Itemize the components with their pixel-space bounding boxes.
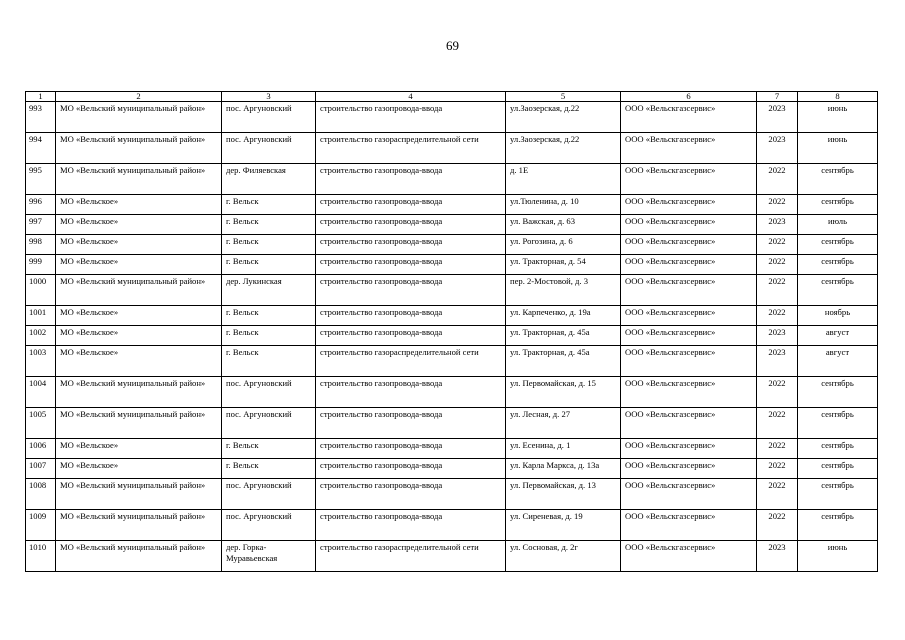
table-row <box>26 408 878 439</box>
settlement-cell: г. Вельск <box>222 346 316 377</box>
year-cell: 2022 <box>757 235 798 255</box>
contractor-cell: ООО «Вельскгазсервис» <box>621 306 757 326</box>
address-cell: д. 1Е <box>506 164 621 195</box>
year-cell: 2022 <box>757 306 798 326</box>
work-type-cell: строительство газопровода-ввода <box>316 215 506 235</box>
municipality-cell: МО «Вельское» <box>56 255 222 275</box>
work-type-cell: строительство газопровода-ввода <box>316 459 506 479</box>
row-number: 1007 <box>26 459 56 479</box>
table-row <box>26 195 878 215</box>
month-cell: сентябрь <box>798 377 878 408</box>
table-row <box>26 377 878 408</box>
settlement-cell: г. Вельск <box>222 195 316 215</box>
year-cell: 2022 <box>757 164 798 195</box>
year-cell: 2023 <box>757 215 798 235</box>
table-row <box>26 215 878 235</box>
row-number: 993 <box>26 102 56 133</box>
municipality-cell: МО «Вельский муниципальный район» <box>56 164 222 195</box>
address-cell: ул. Тракторная, д. 54 <box>506 255 621 275</box>
year-cell: 2022 <box>757 459 798 479</box>
work-type-cell: строительство газопровода-ввода <box>316 326 506 346</box>
settlement-cell: г. Вельск <box>222 326 316 346</box>
month-cell: июнь <box>798 102 878 133</box>
column-header: 7 <box>757 92 798 102</box>
month-cell: сентябрь <box>798 479 878 510</box>
work-type-cell: строительство газопровода-ввода <box>316 439 506 459</box>
municipality-cell: МО «Вельский муниципальный район» <box>56 275 222 306</box>
table-row <box>26 275 878 306</box>
work-type-cell: строительство газопровода-ввода <box>316 102 506 133</box>
contractor-cell: ООО «Вельскгазсервис» <box>621 255 757 275</box>
municipality-cell: МО «Вельское» <box>56 195 222 215</box>
table-row <box>26 235 878 255</box>
work-type-cell: строительство газопровода-ввода <box>316 164 506 195</box>
month-cell: июнь <box>798 541 878 572</box>
municipality-cell: МО «Вельский муниципальный район» <box>56 479 222 510</box>
work-type-cell: строительство газопровода-ввода <box>316 479 506 510</box>
month-cell: август <box>798 346 878 377</box>
settlement-cell: пос. Аргуновский <box>222 133 316 164</box>
year-cell: 2023 <box>757 326 798 346</box>
month-cell: сентябрь <box>798 255 878 275</box>
work-type-cell: строительство газопровода-ввода <box>316 510 506 541</box>
row-number: 1006 <box>26 439 56 459</box>
column-header: 2 <box>56 92 222 102</box>
contractor-cell: ООО «Вельскгазсервис» <box>621 164 757 195</box>
address-cell: ул. Карла Маркса, д. 13а <box>506 459 621 479</box>
settlement-cell: г. Вельск <box>222 235 316 255</box>
municipality-cell: МО «Вельский муниципальный район» <box>56 510 222 541</box>
month-cell: сентябрь <box>798 235 878 255</box>
settlement-cell: пос. Аргуновский <box>222 377 316 408</box>
contractor-cell: ООО «Вельскгазсервис» <box>621 346 757 377</box>
contractor-cell: ООО «Вельскгазсервис» <box>621 408 757 439</box>
table-row <box>26 306 878 326</box>
column-header: 1 <box>26 92 56 102</box>
table-row <box>26 479 878 510</box>
table-body <box>26 102 878 572</box>
row-number: 1002 <box>26 326 56 346</box>
table-row <box>26 102 878 133</box>
row-number: 1009 <box>26 510 56 541</box>
settlement-cell: пос. Аргуновский <box>222 408 316 439</box>
table-row <box>26 346 878 377</box>
year-cell: 2022 <box>757 510 798 541</box>
settlement-cell: пос. Аргуновский <box>222 102 316 133</box>
settlement-cell: дер. Горка-Муравьевская <box>222 541 316 572</box>
contractor-cell: ООО «Вельскгазсервис» <box>621 510 757 541</box>
municipality-cell: МО «Вельский муниципальный район» <box>56 408 222 439</box>
work-type-cell: строительство газопровода-ввода <box>316 377 506 408</box>
table-row <box>26 164 878 195</box>
work-type-cell: строительство газопровода-ввода <box>316 235 506 255</box>
row-number: 997 <box>26 215 56 235</box>
work-type-cell: строительство газопровода-ввода <box>316 408 506 439</box>
settlement-cell: г. Вельск <box>222 215 316 235</box>
month-cell: сентябрь <box>798 408 878 439</box>
month-cell: июль <box>798 215 878 235</box>
municipality-cell: МО «Вельское» <box>56 459 222 479</box>
page-number: 69 <box>446 38 459 53</box>
address-cell: ул. Лесная, д. 27 <box>506 408 621 439</box>
row-number: 1001 <box>26 306 56 326</box>
table-row <box>26 255 878 275</box>
contractor-cell: ООО «Вельскгазсервис» <box>621 479 757 510</box>
column-header: 8 <box>798 92 878 102</box>
table-row <box>26 326 878 346</box>
address-cell: ул. Тракторная, д. 45а <box>506 326 621 346</box>
month-cell: сентябрь <box>798 439 878 459</box>
contractor-cell: ООО «Вельскгазсервис» <box>621 541 757 572</box>
address-cell: ул. Первомайская, д. 15 <box>506 377 621 408</box>
column-header: 6 <box>621 92 757 102</box>
year-cell: 2022 <box>757 439 798 459</box>
municipality-cell: МО «Вельское» <box>56 346 222 377</box>
contractor-cell: ООО «Вельскгазсервис» <box>621 459 757 479</box>
row-number: 1004 <box>26 377 56 408</box>
municipality-cell: МО «Вельское» <box>56 326 222 346</box>
contractor-cell: ООО «Вельскгазсервис» <box>621 377 757 408</box>
month-cell: сентябрь <box>798 275 878 306</box>
row-number: 999 <box>26 255 56 275</box>
row-number: 994 <box>26 133 56 164</box>
year-cell: 2022 <box>757 479 798 510</box>
month-cell: сентябрь <box>798 164 878 195</box>
row-number: 1003 <box>26 346 56 377</box>
column-header: 3 <box>222 92 316 102</box>
address-cell: ул. Первомайская, д. 13 <box>506 479 621 510</box>
settlement-cell: г. Вельск <box>222 306 316 326</box>
column-header: 5 <box>506 92 621 102</box>
work-type-cell: строительство газораспределительной сети <box>316 541 506 572</box>
work-type-cell: строительство газораспределительной сети <box>316 133 506 164</box>
year-cell: 2022 <box>757 275 798 306</box>
year-cell: 2023 <box>757 133 798 164</box>
municipality-cell: МО «Вельский муниципальный район» <box>56 133 222 164</box>
address-cell: пер. 2-Мостовой, д. 3 <box>506 275 621 306</box>
settlement-cell: пос. Аргуновский <box>222 510 316 541</box>
address-cell: ул.Заозерская, д.22 <box>506 133 621 164</box>
table-row <box>26 133 878 164</box>
work-type-cell: строительство газопровода-ввода <box>316 255 506 275</box>
contractor-cell: ООО «Вельскгазсервис» <box>621 215 757 235</box>
work-type-cell: строительство газопровода-ввода <box>316 306 506 326</box>
row-number: 1000 <box>26 275 56 306</box>
year-cell: 2022 <box>757 377 798 408</box>
month-cell: сентябрь <box>798 195 878 215</box>
settlement-cell: пос. Аргуновский <box>222 479 316 510</box>
table-row <box>26 459 878 479</box>
contractor-cell: ООО «Вельскгазсервис» <box>621 133 757 164</box>
municipality-cell: МО «Вельский муниципальный район» <box>56 541 222 572</box>
work-type-cell: строительство газопровода-ввода <box>316 275 506 306</box>
year-cell: 2022 <box>757 408 798 439</box>
row-number: 1010 <box>26 541 56 572</box>
column-header: 4 <box>316 92 506 102</box>
year-cell: 2023 <box>757 541 798 572</box>
table-row <box>26 541 878 572</box>
table-row <box>26 510 878 541</box>
year-cell: 2022 <box>757 255 798 275</box>
address-cell: ул. Сиреневая, д. 19 <box>506 510 621 541</box>
row-number: 998 <box>26 235 56 255</box>
month-cell: сентябрь <box>798 459 878 479</box>
address-cell: ул.Тюленина, д. 10 <box>506 195 621 215</box>
row-number: 1008 <box>26 479 56 510</box>
contractor-cell: ООО «Вельскгазсервис» <box>621 275 757 306</box>
settlement-cell: г. Вельск <box>222 439 316 459</box>
month-cell: август <box>798 326 878 346</box>
work-type-cell: строительство газопровода-ввода <box>316 195 506 215</box>
year-cell: 2023 <box>757 346 798 377</box>
municipality-cell: МО «Вельское» <box>56 439 222 459</box>
address-cell: ул. Важская, д. 63 <box>506 215 621 235</box>
address-cell: ул. Тракторная, д. 45а <box>506 346 621 377</box>
table-row <box>26 439 878 459</box>
settlement-cell: дер. Лукинская <box>222 275 316 306</box>
contractor-cell: ООО «Вельскгазсервис» <box>621 102 757 133</box>
municipality-cell: МО «Вельский муниципальный район» <box>56 102 222 133</box>
settlement-cell: г. Вельск <box>222 255 316 275</box>
contractor-cell: ООО «Вельскгазсервис» <box>621 235 757 255</box>
municipality-cell: МО «Вельское» <box>56 215 222 235</box>
row-number: 996 <box>26 195 56 215</box>
month-cell: июнь <box>798 133 878 164</box>
address-cell: ул.Заозерская, д.22 <box>506 102 621 133</box>
address-cell: ул. Рогозина, д. 6 <box>506 235 621 255</box>
row-number: 995 <box>26 164 56 195</box>
header-row <box>26 92 878 102</box>
gasification-table <box>25 91 878 572</box>
contractor-cell: ООО «Вельскгазсервис» <box>621 195 757 215</box>
address-cell: ул. Сосновая, д. 2г <box>506 541 621 572</box>
address-cell: ул. Карпеченко, д. 19а <box>506 306 621 326</box>
year-cell: 2023 <box>757 102 798 133</box>
municipality-cell: МО «Вельское» <box>56 235 222 255</box>
month-cell: ноябрь <box>798 306 878 326</box>
settlement-cell: г. Вельск <box>222 459 316 479</box>
contractor-cell: ООО «Вельскгазсервис» <box>621 326 757 346</box>
contractor-cell: ООО «Вельскгазсервис» <box>621 439 757 459</box>
address-cell: ул. Есенина, д. 1 <box>506 439 621 459</box>
municipality-cell: МО «Вельский муниципальный район» <box>56 377 222 408</box>
municipality-cell: МО «Вельское» <box>56 306 222 326</box>
row-number: 1005 <box>26 408 56 439</box>
work-type-cell: строительство газораспределительной сети <box>316 346 506 377</box>
year-cell: 2022 <box>757 195 798 215</box>
month-cell: сентябрь <box>798 510 878 541</box>
settlement-cell: дер. Филяевская <box>222 164 316 195</box>
